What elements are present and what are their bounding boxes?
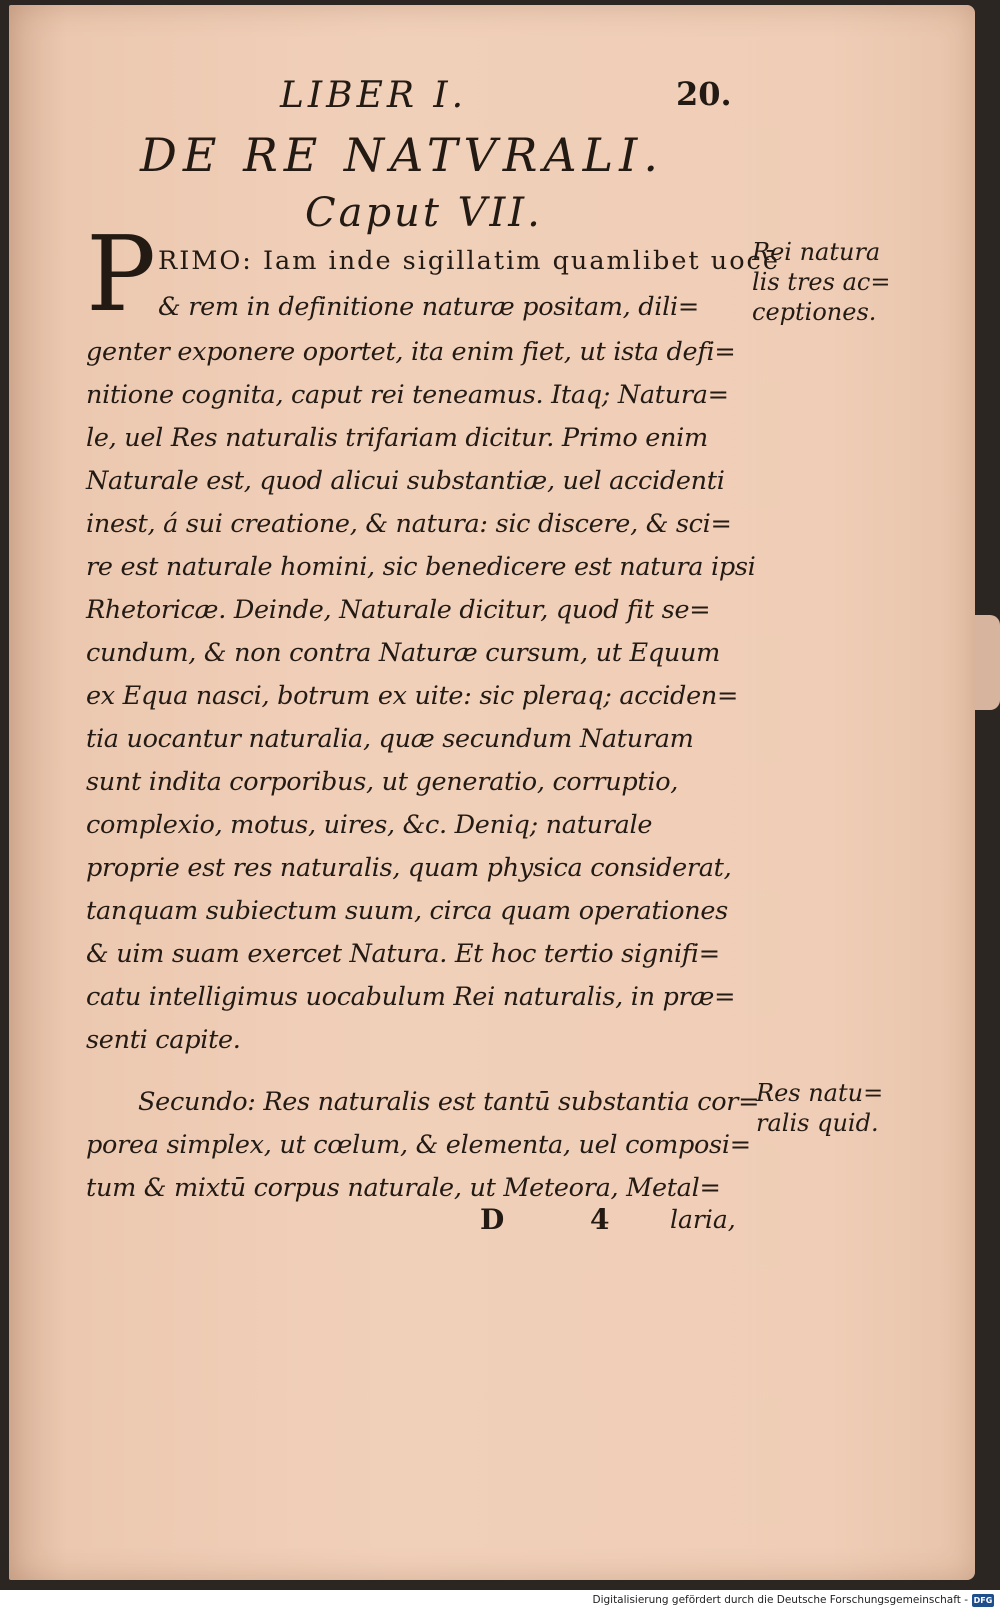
body-line: Naturale est, quod alicui substantiæ, uel accidenti: [86, 466, 725, 496]
body-line: nitione cognita, caput rei teneamus. Itaq; Natura=: [86, 380, 729, 410]
running-head: LIBER I.: [280, 75, 468, 116]
body-line: proprie est res naturalis, quam physica considerat,: [86, 853, 732, 883]
body-line: genter exponere oportet, ita enim fiet, ut ista defi=: [86, 337, 736, 367]
body-line: senti capite.: [86, 1025, 241, 1055]
body-line: tanquam subiectum suum, circa quam operationes: [86, 896, 728, 926]
body-line: tia uocantur naturalia, quæ secundum Naturam: [86, 724, 694, 754]
margin-note-2: [756, 1078, 883, 1138]
body-line: le, uel Res naturalis trifariam dicitur. Primo enim: [86, 423, 708, 453]
body-line: catu intelligimus uocabulum Rei naturalis, in præ=: [86, 982, 736, 1012]
body-line: re est naturale homini, sic benedicere est natura ipsi: [86, 552, 756, 582]
body-line: & uim suam exercet Natura. Et hoc tertio signifi=: [86, 939, 720, 969]
body-line: & rem in definitione naturæ positam, dili=: [158, 292, 699, 322]
body-line: sunt indita corporibus, ut generatio, corruptio,: [86, 767, 679, 797]
margin-note-line: ralis quid.: [756, 1109, 879, 1137]
margin-note-line: lis tres ac=: [752, 268, 891, 296]
body-line: Rhetoricæ. Deinde, Naturale dicitur, quod fit se=: [86, 595, 711, 625]
body-line: inest, á sui creatione, & natura: sic discere, & sci=: [86, 509, 732, 539]
margin-note-1: [752, 237, 890, 327]
dfg-logo: DFG: [973, 1596, 993, 1605]
funding-credit: Digitalisierung gefördert durch die Deutsche Forschungsgemeinschaft -: [592, 1594, 968, 1606]
body-line: RIMO: Iam inde sigillatim quamlibet uocē: [158, 246, 780, 276]
body-line: cundum, & non contra Naturæ cursum, ut Equum: [86, 638, 720, 668]
body-line: Secundo: Res naturalis est tantū substantia cor=: [138, 1087, 760, 1117]
chapter-number: Caput VII.: [305, 190, 543, 236]
body-line: complexio, motus, uires, &c. Deniq; naturale: [86, 810, 653, 840]
margin-note-line: Rei natura: [752, 238, 881, 266]
margin-note-line: ceptiones.: [752, 298, 877, 326]
margin-note-line: Res natu=: [756, 1079, 884, 1107]
body-line: porea simplex, ut cœlum, & elementa, uel composi=: [86, 1130, 751, 1160]
signature-mark: D 4: [480, 1203, 648, 1236]
catchword: laria,: [670, 1205, 736, 1234]
footer-bar: [0, 1590, 1000, 1615]
body-line: tum & mixtū corpus naturale, ut Meteora, Metal=: [86, 1173, 721, 1203]
body-line: ex Equa nasci, botrum ex uite: sic pleraq; acciden=: [86, 681, 739, 711]
page-number: 20.: [676, 75, 732, 113]
drop-cap: P: [86, 213, 156, 335]
chapter-heading: DE RE NATVRALI.: [140, 128, 664, 182]
